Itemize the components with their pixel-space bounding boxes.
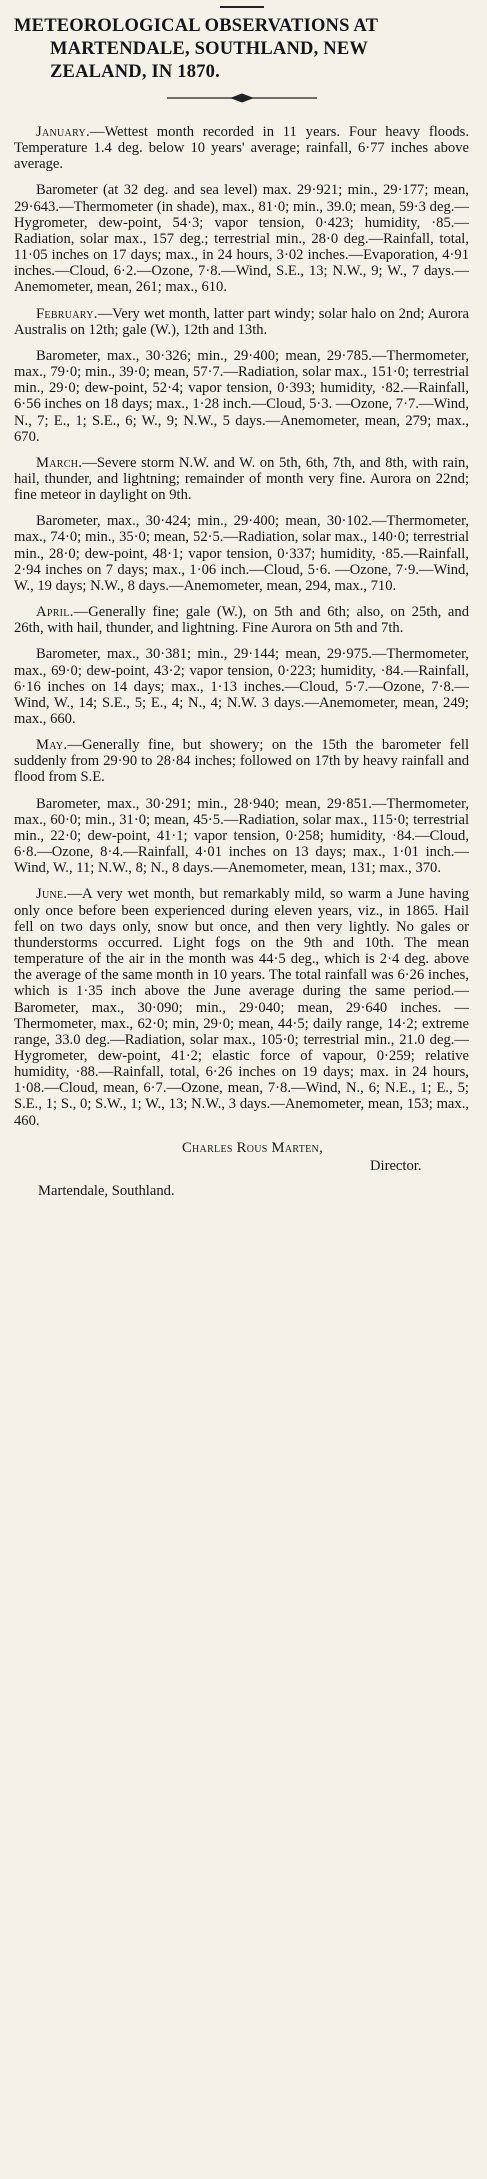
may-summary-text: —Generally fine, but showery; on the 15th the barometer fell suddenly from 29·90 to 28·84 inches; followed on 17th by heavy rainfall and flood from S.E. bbox=[14, 737, 469, 786]
february-summary bbox=[14, 306, 469, 338]
month-label-january: January. bbox=[36, 124, 90, 140]
april-observations: Barometer, max., 30·381; min., 29·144; mean, 29·975.—Thermometer, max., 69·0; dew-point, 43·2; vapor tension, 0·223; humidity, ·84.—Rainfall, 6·16 inches on 14 days; max., 1·13 inches.—Cloud, 5·7.—Ozone, 7·8.—Wind, W., 14; S.E., 5; E., 4; N., 4; N.W. 3 days.—Anemometer, mean, 249; max., 660. bbox=[14, 646, 469, 727]
month-label-february: February. bbox=[36, 305, 98, 322]
month-label-may: May. bbox=[36, 737, 68, 754]
april-summary-text: —Generally fine; gale (W.), on 5th and 6th; also, on 25th, and 26th, with hail, thunder, and lightning. Fine Aurora on 5th and 7th. bbox=[14, 604, 469, 637]
april-summary bbox=[14, 604, 469, 636]
january-summary-text: —Wettest month recorded in 11 years. Four heavy floods. Temperature 1.4 deg. below 10 years' average; rainfall, 6·77 inches above average. bbox=[14, 124, 469, 173]
signature-block bbox=[14, 1139, 469, 1200]
march-summary bbox=[14, 455, 469, 503]
signature-name: Charles Rous Marten, bbox=[182, 1139, 324, 1156]
january-observations: Barometer (at 32 deg. and sea level) max. 29·921; min., 29·177; mean, 29·643.—Thermometer (in shade), max., 81·0; min., 39.0; mean, 59·3 deg.—Hygrometer, dew-point, 54·3; vapor tension, 0·423; humidity, ·85.—Radiation, solar max., 157 deg.; terrestrial min., 28·0 deg.—Rainfall, total, 11·05 inches on 17 days; max., in 24 hours, 3·02 inches.—Evaporation, 4·91 inches.—Cloud, 6·2.—Ozone, 7·8.—Wind, S.E., 13; N.W., 9; W., 7 days.—Anemometer, mean, 261; max., 610. bbox=[14, 182, 469, 296]
headline-line-3: ZEALAND, IN 1870. bbox=[50, 62, 220, 82]
headline bbox=[14, 15, 469, 84]
headline-line-1: METEOROLOGICAL OBSERVATIONS AT bbox=[14, 16, 379, 36]
month-label-april: April. bbox=[36, 604, 74, 621]
ornament-divider bbox=[167, 92, 317, 104]
signature-title: Director. bbox=[370, 1157, 422, 1174]
signature-place: Martendale, Southland. bbox=[38, 1182, 175, 1199]
january-summary bbox=[14, 124, 469, 172]
month-label-march: March. bbox=[36, 454, 83, 471]
march-summary-text: —Severe storm N.W. and W. on 5th, 6th, 7th, and 8th, with rain, hail, thunder, and lightning; remainder of month very fine. Aurora on 22nd; fine meteor in daylight on 9th. bbox=[14, 454, 469, 504]
february-observations: Barometer, max., 30·326; min., 29·400; mean, 29·785.—Thermometer, max., 79·0; min., 39·0; mean, 57·7.—Radiation, solar max., 151·0; terrestrial min., 29·0; dew-point, 52·4; vapor tension, 0·393; humidity, ·82.—Rainfall, 6·56 inches on 18 days; max., 1·28 inch.—Cloud, 5·3. —Ozone, 7·7.—Wind, N., 7; E., 1; S.E., 6; W., 9; N.W., 5 days.—Anemometer, mean, 279; max., 670. bbox=[14, 347, 469, 445]
june-summary-text: —A very wet month, but remarkably mild, so warm a June having only once before been experienced during eleven years, viz., in 1865. Hail fell on two days only, snow but once, and then very lightly. No gales or thunderstorms occurred. Light fogs on the 9th and 10th. The mean temperature of the air in the month was 44·5 deg., which is 2·4 deg. above the average of the same month in 10 years. The total rainfall was 6·26 inches, which is 1·35 inch above the June average during the same period.—Barometer, max., 30·090; min., 29·040; mean, 29·640 inches. —Thermometer, max., 62·0; min, 29·0; mean, 44·5; daily range, 14·2; extreme range, 33.0 deg.—Radiation, solar max., 105·0; terrestrial min., 21.0 deg.—Hygrometer, dew-point, 41·2; elastic force of vapour, 0·259; relative humidity, ·88.—Rainfall, total, 6·26 inches on 19 days; max. in 24 hours, 1·08.—Cloud, mean, 6·7.—Ozone, mean, 7·8.—Wind, N., 6; N.E., 1; E., 5; S.E., 1; S., 0; S.W., 1; W., 13; N.W., 3 days.—Anemometer, mean, 153; max., 460. bbox=[14, 886, 469, 1129]
top-rule bbox=[220, 6, 264, 8]
may-observations: Barometer, max., 30·291; min., 28·940; mean, 29·851.—Thermometer, max., 60·0; min., 31·0; mean, 45·5.—Radiation, solar max., 115·0; terrestrial min., 22·0; dew-point, 41·1; vapor tension, 0·258; humidity, ·84.—Cloud, 6·8.—Ozone, 8·4.—Rainfall, 4·01 inches on 13 days; max., 1·01 inch.—Wind, W., 11; N.W., 8; N., 8 days.—Anemometer, mean, 131; max., 370. bbox=[14, 795, 469, 877]
headline-line-2: MARTENDALE, SOUTHLAND, NEW bbox=[50, 39, 369, 59]
may-summary bbox=[14, 737, 469, 785]
march-observations: Barometer, max., 30·424; min., 29·400; mean, 30·102.—Thermometer, max., 74·0; min., 35·0; mean, 52·5.—Radiation, solar max., 140·0; terrestrial min., 28·0; dew-point, 48·1; vapor tension, 0·337; humidity, ·85.—Rainfall, 2·94 inches on 7 days; max., 1·06 inch.—Cloud, 5·6. —Ozone, 7·9.—Wind, W., 19 days; N.W., 8 days.—Anemometer, mean, 294, max., 710. bbox=[14, 513, 469, 594]
month-label-june: June. bbox=[36, 886, 68, 903]
june-summary bbox=[14, 886, 469, 1128]
february-summary-text: —Very wet month, latter part windy; solar halo on 2nd; Aurora Australis on 12th; gale (W.), 12th and 13th. bbox=[14, 305, 469, 338]
